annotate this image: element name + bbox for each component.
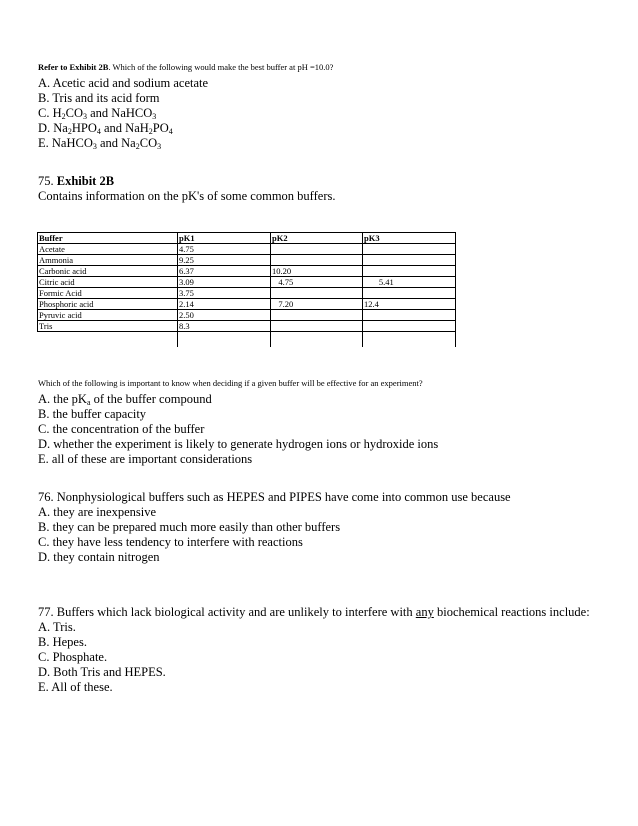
q75-option-b: B. the buffer capacity bbox=[38, 407, 147, 421]
table-cell: Acetate bbox=[38, 244, 178, 255]
q75-title: 75. Exhibit 2B bbox=[38, 174, 115, 188]
q75-options bbox=[38, 392, 438, 467]
table-cell bbox=[363, 288, 456, 299]
table-empty-cell bbox=[363, 332, 456, 348]
q77 bbox=[38, 605, 590, 695]
table-row bbox=[38, 255, 456, 266]
q75-header bbox=[38, 174, 335, 204]
q77-option-b: B. Hepes. bbox=[38, 635, 87, 649]
q77-prompt: 77. Buffers which lack biological activity and are unlikely to interfere with any biochemical reactions include: bbox=[38, 605, 590, 619]
table-row bbox=[38, 321, 456, 332]
table-cell: 4.75 bbox=[178, 244, 271, 255]
table-empty-cell bbox=[38, 332, 178, 348]
q76-option-b: B. they can be prepared much more easily than other buffers bbox=[38, 520, 341, 534]
q74-option-d: D. $Na_2HPO_4$ and $NaH_2PO_4$ bbox=[38, 121, 173, 136]
q76-option-c: C. they have less tendency to interfere with reactions bbox=[38, 535, 303, 549]
table-cell bbox=[363, 244, 456, 255]
table-cell: Tris bbox=[38, 321, 178, 332]
q75-subtitle: Contains information on the pK's of some common buffers. bbox=[38, 189, 336, 203]
table-cell: 4.75 bbox=[271, 277, 363, 288]
table-cell: 2.50 bbox=[178, 310, 271, 321]
table-row bbox=[38, 277, 456, 288]
table-header-cell: pK3 bbox=[363, 233, 456, 244]
q74-prompt bbox=[38, 62, 333, 72]
table-cell: 3.75 bbox=[178, 288, 271, 299]
q77-option-d: D. Both Tris and HEPES. bbox=[38, 665, 166, 679]
table-cell: 2.14 bbox=[178, 299, 271, 310]
table-cell bbox=[363, 266, 456, 277]
q76-option-d: D. they contain nitrogen bbox=[38, 550, 160, 564]
q76-option-a: A. they are inexpensive bbox=[38, 505, 157, 519]
table-header-row bbox=[38, 233, 456, 244]
table-cell: 12.4 bbox=[363, 299, 456, 310]
q77-option-c: C. Phosphate. bbox=[38, 650, 108, 664]
q75-option-c: C. the concentration of the buffer bbox=[38, 422, 205, 436]
q75-prompt: Which of the following is important to know when deciding if a given buffer will be effective for an experiment? bbox=[38, 378, 423, 388]
table-cell bbox=[363, 321, 456, 332]
table-empty-cell bbox=[271, 332, 363, 348]
q75-option-e: E. all of these are important considerations bbox=[38, 452, 253, 466]
table-header-cell: pK2 bbox=[271, 233, 363, 244]
q77-option-a: A. Tris. bbox=[38, 620, 76, 634]
table-cell: 5.41 bbox=[363, 277, 456, 288]
table-cell bbox=[271, 244, 363, 255]
table-cell: Pyruvic acid bbox=[38, 310, 178, 321]
q74-option-b: B. Tris and its acid form bbox=[38, 91, 160, 105]
q76 bbox=[38, 490, 511, 565]
table-row bbox=[38, 244, 456, 255]
q74-option-e: E. NaHCO$_3$ and $Na_2CO_3$ bbox=[38, 136, 162, 151]
q74-option-a: A. Acetic acid and sodium acetate bbox=[38, 76, 209, 90]
table-cell: Formic Acid bbox=[38, 288, 178, 299]
q74-prompt-rest: . Which of the following would make the best buffer at pH =10.0? bbox=[108, 62, 334, 72]
table-cell bbox=[271, 310, 363, 321]
table-cell: Phosphoric acid bbox=[38, 299, 178, 310]
table-cell bbox=[271, 255, 363, 266]
table-cell bbox=[363, 255, 456, 266]
q74-options bbox=[38, 76, 208, 151]
table-cell: Carbonic acid bbox=[38, 266, 178, 277]
q74-prompt-bold: Refer to Exhibit 2B bbox=[38, 62, 109, 72]
table-cell: 8.3 bbox=[178, 321, 271, 332]
q77-option-e: E. All of these. bbox=[38, 680, 113, 694]
table-cell: 10.20 bbox=[271, 266, 363, 277]
table-cell bbox=[363, 310, 456, 321]
buffer-table bbox=[37, 232, 456, 347]
table-cell: Ammonia bbox=[38, 255, 178, 266]
table-row bbox=[38, 288, 456, 299]
q75-option-a: A. the $pK_a$ of the buffer compound bbox=[38, 392, 212, 407]
table-row bbox=[38, 299, 456, 310]
q75-option-d: D. whether the experiment is likely to generate hydrogen ions or hydroxide ions bbox=[38, 437, 439, 451]
table-cell: Citric acid bbox=[38, 277, 178, 288]
table-cell bbox=[271, 288, 363, 299]
table-header-cell: pK1 bbox=[178, 233, 271, 244]
table-row bbox=[38, 310, 456, 321]
table-empty-cell bbox=[178, 332, 271, 348]
table-cell: 9.25 bbox=[178, 255, 271, 266]
q74-option-c: C. $H_2CO_3$ and NaHCO$_3$ bbox=[38, 106, 157, 121]
table-cell: 7.20 bbox=[271, 299, 363, 310]
table-row bbox=[38, 266, 456, 277]
table-cell: 6.37 bbox=[178, 266, 271, 277]
table-header-cell: Buffer bbox=[38, 233, 178, 244]
table-cell bbox=[271, 321, 363, 332]
q76-prompt: 76. Nonphysiological buffers such as HEPES and PIPES have come into common use because bbox=[38, 490, 511, 504]
table-empty-row bbox=[38, 332, 456, 348]
table-cell: 3.09 bbox=[178, 277, 271, 288]
